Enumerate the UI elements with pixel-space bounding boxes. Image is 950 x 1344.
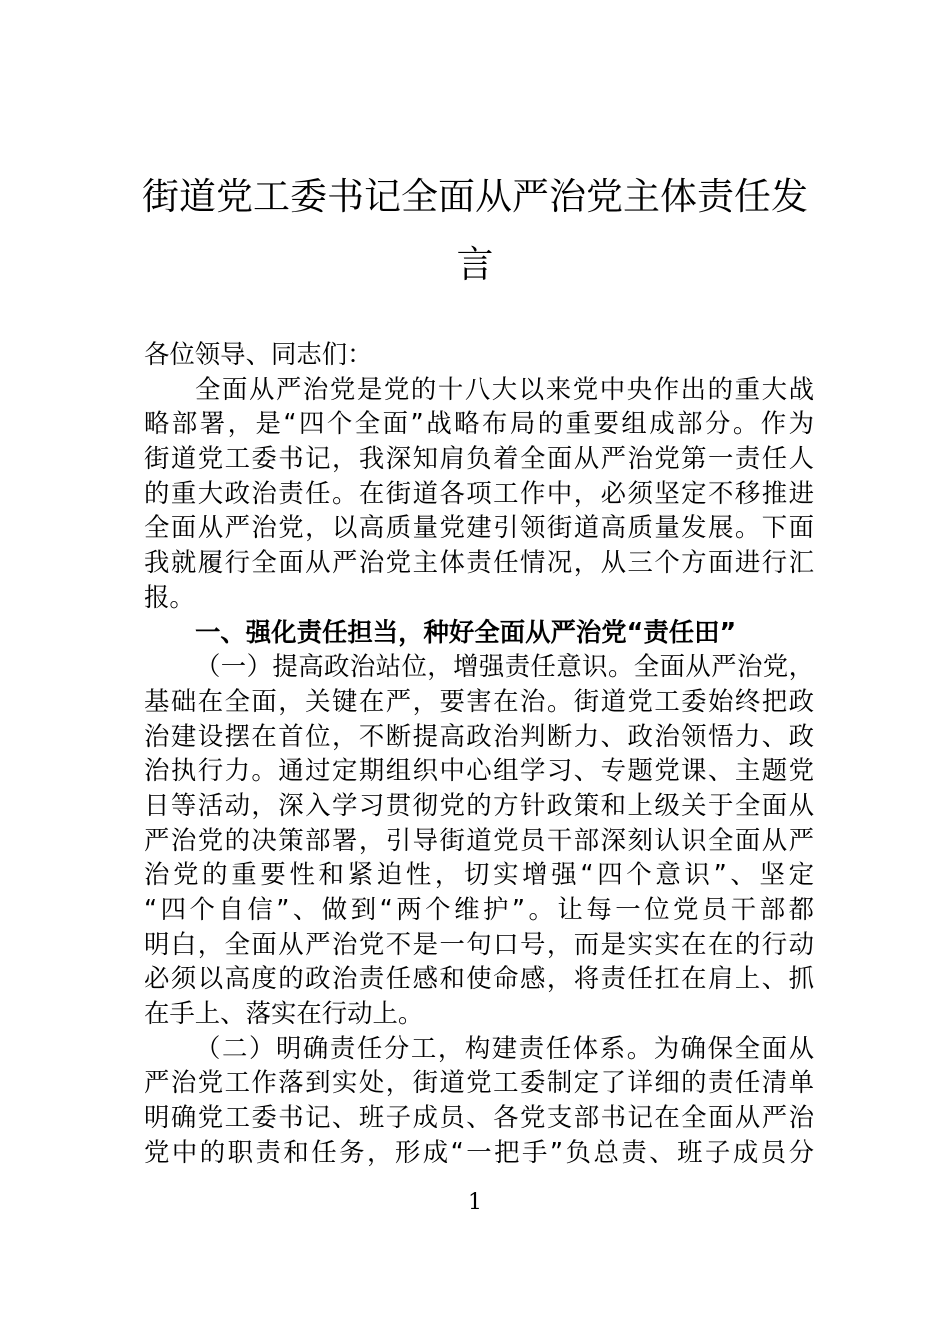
document-title-line-1: 街道党工委书记全面从严治党主体责任发 bbox=[142, 175, 808, 218]
paragraph-line: 严治党工作落到实处，街道党工委制定了详细的责任清单 bbox=[144, 1067, 814, 1098]
paragraph-line: 的重大政治责任。在街道各项工作中，必须坚定不移推进 bbox=[144, 477, 814, 508]
paragraph-line: 治执行力。通过定期组织中心组学习、专题党课、主题党 bbox=[144, 755, 814, 786]
paragraph-line: 街道党工委书记，我深知肩负着全面从严治党第一责任人 bbox=[144, 443, 814, 474]
paragraph-line: 党中的职责和任务，形成“一把手”负总责、班子成员分 bbox=[144, 1136, 814, 1167]
paragraph-line: 在手上、落实在行动上。 bbox=[144, 998, 424, 1029]
section-heading: 一、强化责任担当，种好全面从严治党“责任田” bbox=[195, 616, 737, 647]
paragraph-line: 明确党工委书记、班子成员、各党支部书记在全面从严治 bbox=[144, 1102, 814, 1133]
paragraph-line: 我就履行全面从严治党主体责任情况，从三个方面进行汇 bbox=[144, 547, 814, 578]
paragraph-line: 治党的重要性和紧迫性，切实增强“四个意识”、坚定 bbox=[144, 859, 814, 890]
paragraph-line: “四个自信”、做到“两个维护”。让每一位党员干部都 bbox=[144, 894, 814, 924]
paragraph-line: 报。 bbox=[144, 581, 195, 612]
paragraph-line: 必须以高度的政治责任感和使命感，将责任扛在肩上、抓 bbox=[144, 963, 814, 994]
document-body bbox=[144, 337, 814, 1170]
salutation: 各位领导、同志们： bbox=[144, 339, 373, 369]
paragraph-line: （一）提高政治站位，增强责任意识。全面从严治党， bbox=[195, 651, 814, 682]
paragraph-line: 日等活动，深入学习贯彻党的方针政策和上级关于全面从 bbox=[144, 789, 814, 820]
document-title-line-2: 言 bbox=[456, 243, 494, 286]
paragraph-line: （二）明确责任分工，构建责任体系。为确保全面从 bbox=[195, 1032, 814, 1063]
page-number: 1 bbox=[468, 1190, 482, 1215]
paragraph-line: 严治党的决策部署，引导街道党员干部深刻认识全面从严 bbox=[144, 824, 814, 855]
paragraph-line: 基础在全面，关键在严，要害在治。街道党工委始终把政 bbox=[144, 685, 814, 716]
paragraph-line: 略部署，是“四个全面”战略布局的重要组成部分。作为 bbox=[144, 408, 814, 439]
paragraph-line: 全面从严治党，以高质量党建引领街道高质量发展。下面 bbox=[144, 512, 814, 543]
paragraph-line: 治建设摆在首位，不断提高政治判断力、政治领悟力、政 bbox=[144, 720, 814, 751]
paragraph-line: 明白，全面从严治党不是一句口号，而是实实在在的行动 bbox=[144, 928, 814, 959]
paragraph-line: 全面从严治党是党的十八大以来党中央作出的重大战 bbox=[195, 373, 814, 404]
